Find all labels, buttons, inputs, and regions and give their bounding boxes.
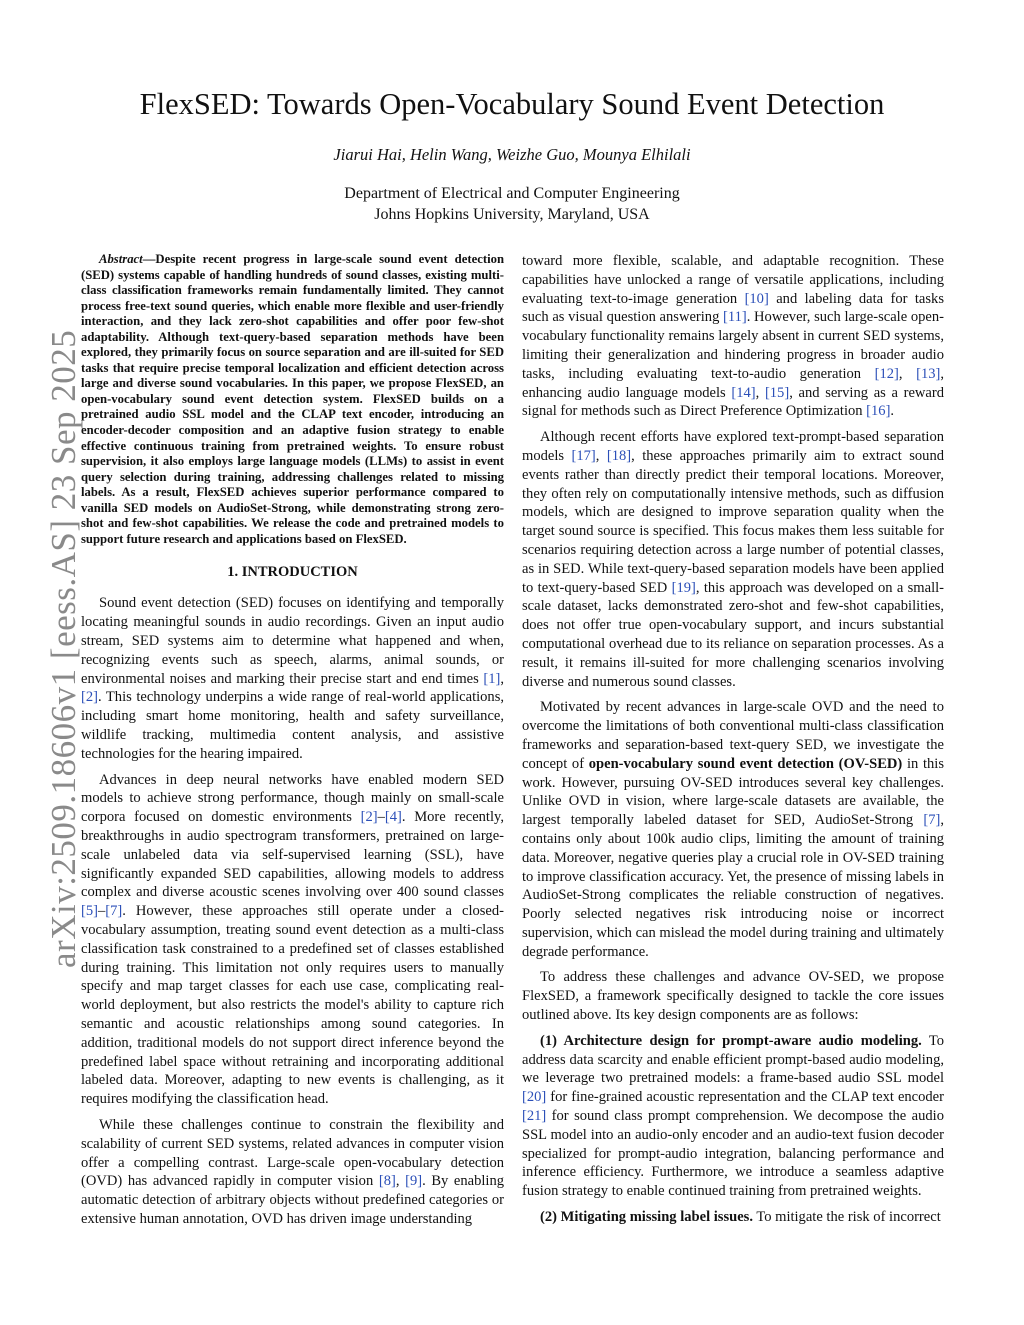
text-span: , <box>898 365 917 382</box>
text-span: . By enabling automatic detection of arbitrary objects without predefined categories or extensive human annotation, OVD has driven image understanding <box>81 1173 504 1227</box>
intro-paragraph-4 <box>522 428 944 691</box>
citation-link[interactable]: [21] <box>522 1108 547 1125</box>
text-span: for fine-grained acoustic representation and the CLAP text encoder <box>546 1089 944 1106</box>
text-span: . More recently, breakthroughs in audio spectrogram transformers, pretrained on large-scale unlabeled data via self-supervised learning (SSL), have significantly expanded SED capabilities, allowing models to address complex and diverse acoustic scenes involving over 400 sound classes <box>81 809 504 901</box>
intro-paragraph-2 <box>81 771 504 1109</box>
text-span: , <box>395 1173 406 1190</box>
text-span: for sound class prompt comprehension. We decompose the audio SSL model into an audio-only encoder and an audio-text fusion decoder specialized for prompt-audio integration, balancing performance and inference efficiency. Furthermore, we introduce a seamless adaptive fusion strategy to enable continued training from pretrained weights. <box>522 1108 944 1200</box>
contribution-1 <box>522 1032 944 1201</box>
text-span: Although recent efforts have explored text-prompt-based separation models <box>522 429 944 464</box>
bold-term: open-vocabulary sound event detection (OV-SED) <box>588 755 903 772</box>
arxiv-identifier: arXiv:2509.18606v1 [eess.AS] 23 Sep 2025 <box>44 329 83 968</box>
citation-link[interactable]: [11] <box>723 309 747 326</box>
text-span: , and serving as a reward signal for methods such as Direct Preference Optimization <box>522 384 945 420</box>
abstract <box>81 252 504 547</box>
text-span: . However, such large-scale open-vocabulary functionality remains largely absent in current SED systems, limiting their generalization and hindering progress in broader audio tasks, including evaluating text-to-audio generation <box>522 309 944 382</box>
citation-link[interactable]: [9] <box>405 1173 423 1190</box>
text-span: , enhancing audio language models <box>522 365 944 401</box>
intro-paragraph-continued <box>522 252 944 421</box>
citation-link[interactable]: [8] <box>378 1173 396 1190</box>
intro-paragraph-5 <box>522 698 944 961</box>
text-span: . This technology underpins a wide range of real-world applications, including smart home monitoring, health and safety surveillance, wildlife tracking, multimedia content analysis, and assistive technologies for the hearing impaired. <box>81 689 504 762</box>
text-span: , this approach was developed on a small-scale dataset, lacks demonstrated zero-shot and few-shot capabilities, does not offer true open-vocabulary support, and incurs substantial computational overhead due to its reliance on separation processes. As a result, it remains ill-suited for more challenging scenarios involving diverse and numerous sound classes. <box>522 579 945 690</box>
contribution-title: (1) Architecture design for prompt-aware audio modeling. <box>540 1032 922 1049</box>
text-span: – <box>97 903 106 920</box>
citation-link[interactable]: [18] <box>606 447 632 464</box>
citation-link[interactable]: [2] <box>81 689 98 706</box>
citation-link[interactable]: [7] <box>105 903 123 920</box>
text-span: toward more flexible, scalable, and adaptable recognition. These capabilities have unlocked a range of versatile applications, including evaluating text-to-image generation <box>522 253 944 307</box>
text-span: To mitigate the risk of incorrect <box>752 1209 941 1226</box>
contribution-2 <box>522 1208 944 1227</box>
text-span: Sound event detection (SED) focuses on identifying and temporally locating meaningful sounds in audio recordings. Given an input audio stream, SED systems aim to determine what happened and when, recognizing events such as speech, alarms, animal sounds, or environmental noises and marking their precise start and end times <box>81 595 504 687</box>
intro-paragraph-6: To address these challenges and advance OV-SED, we propose FlexSED, a framework specifically designed to tackle the core issues outlined above. Its key design components are as follows: <box>522 969 944 1024</box>
citation-link[interactable]: [17] <box>571 447 596 464</box>
citation-link[interactable]: [12] <box>874 365 899 382</box>
text-span: . <box>890 403 895 420</box>
text-span: , contains only about 100k audio clips, limiting the amount of training data. Moreover, negative queries play a crucial role in OV-SED training to improve classification accuracy. Yet, the presence of missing labels in AudioSet-Strong complicates the reliable construction of negatives. Poorly selected negatives risk introducing noise or incorrect supervision, which can mislead the model during training and ultimately degrade performance. <box>522 812 944 960</box>
text-span: . However, these approaches still operate under a closed-vocabulary assumption, treating sound event detection as a multi-class classification task constrained to a predefined set of classes established during training. This limitation not only requires users to manually specify and map target classes for each use case, complicating real-world deployment, but also restricts the model's ability to capture rich semantic and acoustic relationships among sound categories. In addition, traditional models do not support direct inference beyond the predefined label space without retraining and incorporating additional labeled data. Moreover, adapting to new events is challenging, as it requires modifying the classification head. <box>81 903 504 1108</box>
citation-link[interactable]: [5] <box>81 903 98 920</box>
citation-link[interactable]: [16] <box>866 403 891 420</box>
affiliation-department: Department of Electrical and Computer Engineering <box>344 185 680 202</box>
text-span: in this work. However, pursuing OV-SED introduces several key challenges. Unlike OVD in vision, where large-scale datasets are available, the largest temporally labeled dataset for SED, AudioSet-Strong <box>522 755 944 829</box>
intro-paragraph-3 <box>81 1116 504 1229</box>
citation-link[interactable]: [1] <box>483 670 501 687</box>
citation-link[interactable]: [20] <box>522 1089 547 1106</box>
text-span: Advances in deep neural networks have enabled modern SED models to achieve strong performance, though mainly on small-scale corpora focused on domestic environments <box>81 771 504 826</box>
citation-link[interactable]: [13] <box>916 365 941 382</box>
abstract-text: —Despite recent progress in large-scale sound event detection (SED) systems capable of handling hundreds of sound classes, existing multi-class classification frameworks remain fundamentally limited. They cannot process free-text sound queries, which enable more flexible and user-friendly interaction, and they lack zero-shot capabilities and offer poor few-shot adaptability. Although text-query-based separation methods have been explored, they primarily focus on source separation and are ill-suited for SED tasks that require precise temporal localization and efficient detection across large and diverse sound vocabularies. In this paper, we propose FlexSED, an open-vocabulary sound event detection system. FlexSED builds on a pretrained audio SSL model and the CLAP text encoder, introducing an encoder-decoder composition and an adaptive fusion strategy to enable effective continuous training from pretrained weights. To ensure robust supervision, it also employs large language models (LLMs) to assist in event query selection during training, addressing challenges related to missing labels. As a result, FlexSED achieves superior performance compared to vanilla SED models on AudioSet-Strong, while demonstrating strong zero-shot and few-shot capabilities. We release the code and pretrained models to support future research and applications based on FlexSED. <box>81 252 504 546</box>
citation-link[interactable]: [7] <box>923 812 941 829</box>
left-column <box>81 252 504 1236</box>
text-span: and labeling data for tasks such as visual question answering <box>522 290 944 326</box>
citation-link[interactable]: [4] <box>384 809 402 826</box>
right-column <box>522 252 944 1234</box>
citation-link[interactable]: [14] <box>731 384 756 401</box>
affiliation-university: Johns Hopkins University, Maryland, USA <box>374 206 650 223</box>
text-span: , <box>500 670 504 687</box>
text-span: While these challenges continue to constrain the flexibility and scalability of current SED systems, related advances in computer vision offer a compelling contrast. Large-scale open-vocabulary detection (OVD) has advanced rapidly in computer vision <box>81 1116 504 1190</box>
text-span: To address data scarcity and enable efficient prompt-based audio modeling, we leverage two pretrained models: a frame-based audio SSL model <box>522 1032 944 1087</box>
citation-link[interactable]: [10] <box>744 290 769 307</box>
citation-link[interactable]: [15] <box>764 384 790 401</box>
abstract-label: Abstract <box>99 252 143 266</box>
author-list: Jiarui Hai, Helin Wang, Weizhe Guo, Mounya Elhilali <box>333 145 691 164</box>
intro-paragraph-1 <box>81 594 504 763</box>
text-span: , <box>595 447 607 464</box>
citation-link[interactable]: [2] <box>360 809 378 826</box>
paper-title: FlexSED: Towards Open-Vocabulary Sound Event Detection <box>139 87 885 121</box>
contribution-title: (2) Mitigating missing label issues. <box>540 1209 753 1226</box>
text-span: , <box>755 384 765 401</box>
affiliation <box>0 183 1024 225</box>
citation-link[interactable]: [19] <box>671 579 696 596</box>
text-span: Motivated by recent advances in large-scale OVD and the need to overcome the limitations of both conventional multi-class classification frameworks and separation-based text-query SED, we investigate the concept of <box>522 699 944 772</box>
section-heading-introduction: 1. INTRODUCTION <box>227 564 358 581</box>
text-span: , these approaches primarily aim to extract sound events rather than directly predict their temporal locations. Moreover, they often rely on computationally intensive methods, such as diffusion models, which are designed to improve separation quality when the target sound source is specified. This focus makes them less suitable for scenarios requiring detection across a large number of potential classes, as in SED. While text-query-based separation models have been applied to text-query-based SED <box>522 447 944 596</box>
text-span: – <box>377 809 385 826</box>
